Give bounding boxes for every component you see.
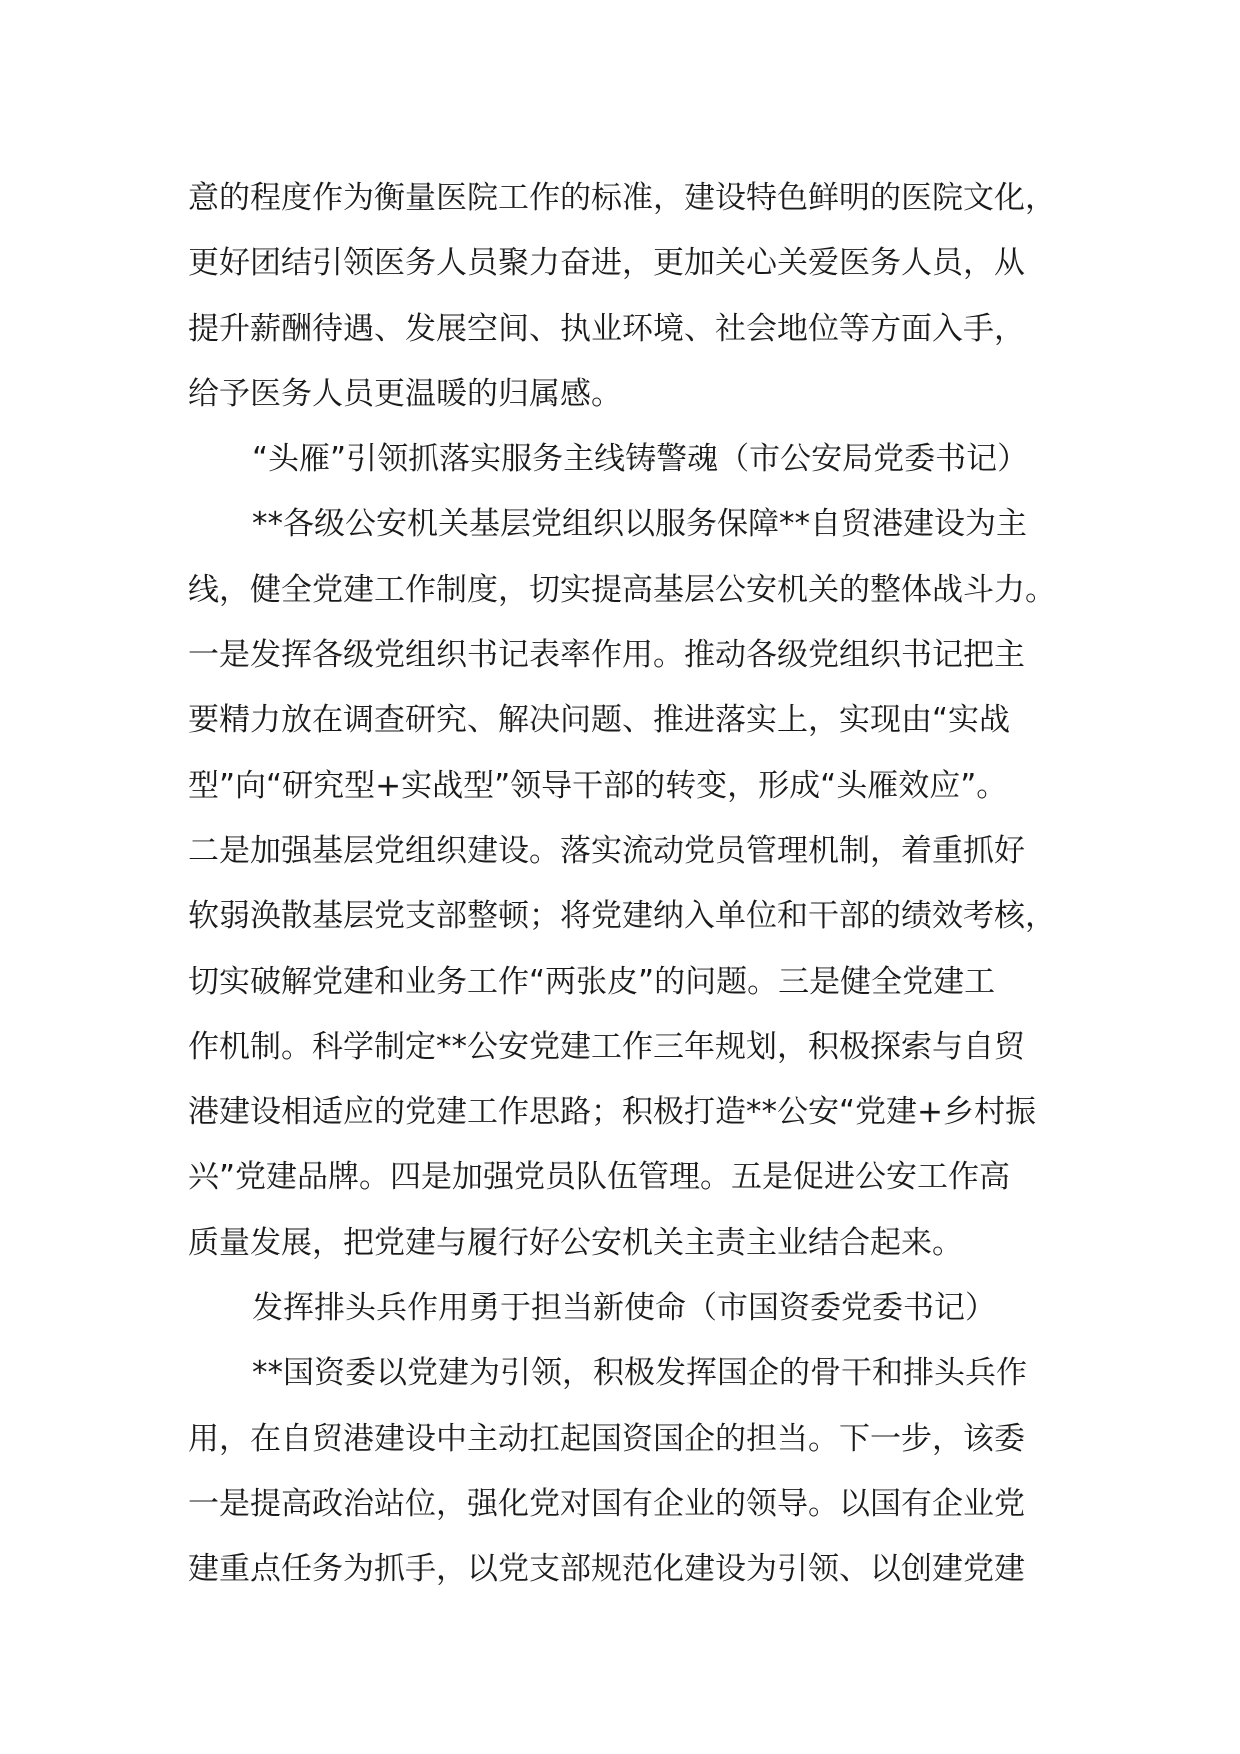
- text-line: 更好团结引领医务人员聚力奋进，更加关心关爱医务人员，从: [188, 245, 1025, 282]
- text-line: 兴”党建品牌。四是加强党员队伍管理。五是促进公安工作高: [188, 1159, 1011, 1196]
- text-line: 型”向“研究型+实战型”领导干部的转变，形成“头雁效应”。: [188, 767, 1008, 804]
- document-body: [188, 166, 1088, 1603]
- text-line: 作机制。科学制定**公安党建工作三年规划，积极探索与自贸: [188, 1028, 1025, 1065]
- text-line: 用，在自贸港建设中主动扛起国资国企的担当。下一步，该委: [188, 1420, 1025, 1457]
- text-line: 质量发展，把党建与履行好公安机关主责主业结合起来。: [188, 1224, 963, 1261]
- text-line: 线，健全党建工作制度，切实提高基层公安机关的整体战斗力。: [188, 571, 1056, 608]
- text-line: 提升薪酬待遇、发展空间、执业环境、社会地位等方面入手，: [188, 310, 1025, 347]
- text-line: 切实破解党建和业务工作“两张皮”的问题。三是健全党建工: [188, 963, 996, 1000]
- text-line: **各级公安机关基层党组织以服务保障**自贸港建设为主: [252, 506, 1027, 543]
- text-line: 一是发挥各级党组织书记表率作用。推动各级党组织书记把主: [188, 637, 1025, 674]
- text-line: 要精力放在调查研究、解决问题、推进落实上，实现由“实战: [188, 702, 1011, 739]
- section-heading-sasac: 发挥排头兵作用勇于担当新使命（市国资委党委书记）: [252, 1290, 996, 1327]
- section-heading-police: “头雁”引领抓落实服务主线铸警魂（市公安局党委书记）: [252, 441, 1029, 478]
- text-line: 意的程度作为衡量医院工作的标准，建设特色鲜明的医院文化，: [188, 180, 1056, 216]
- text-line: 港建设相适应的党建工作思路；积极打造**公安“党建+乡村振: [188, 1094, 1037, 1131]
- text-line: 软弱涣散基层党支部整顿；将党建纳入单位和干部的绩效考核，: [188, 898, 1056, 935]
- text-line: 一是提高政治站位，强化党对国有企业的领导。以国有企业党: [188, 1485, 1025, 1522]
- text-line: 建重点任务为抓手，以党支部规范化建设为引领、以创建党建: [188, 1551, 1025, 1588]
- text-line: **国资委以党建为引领，积极发挥国企的骨干和排头兵作: [252, 1355, 1027, 1392]
- text-line: 二是加强基层党组织建设。落实流动党员管理机制，着重抓好: [188, 832, 1025, 869]
- text-line: 给予医务人员更温暖的归属感。: [188, 375, 622, 412]
